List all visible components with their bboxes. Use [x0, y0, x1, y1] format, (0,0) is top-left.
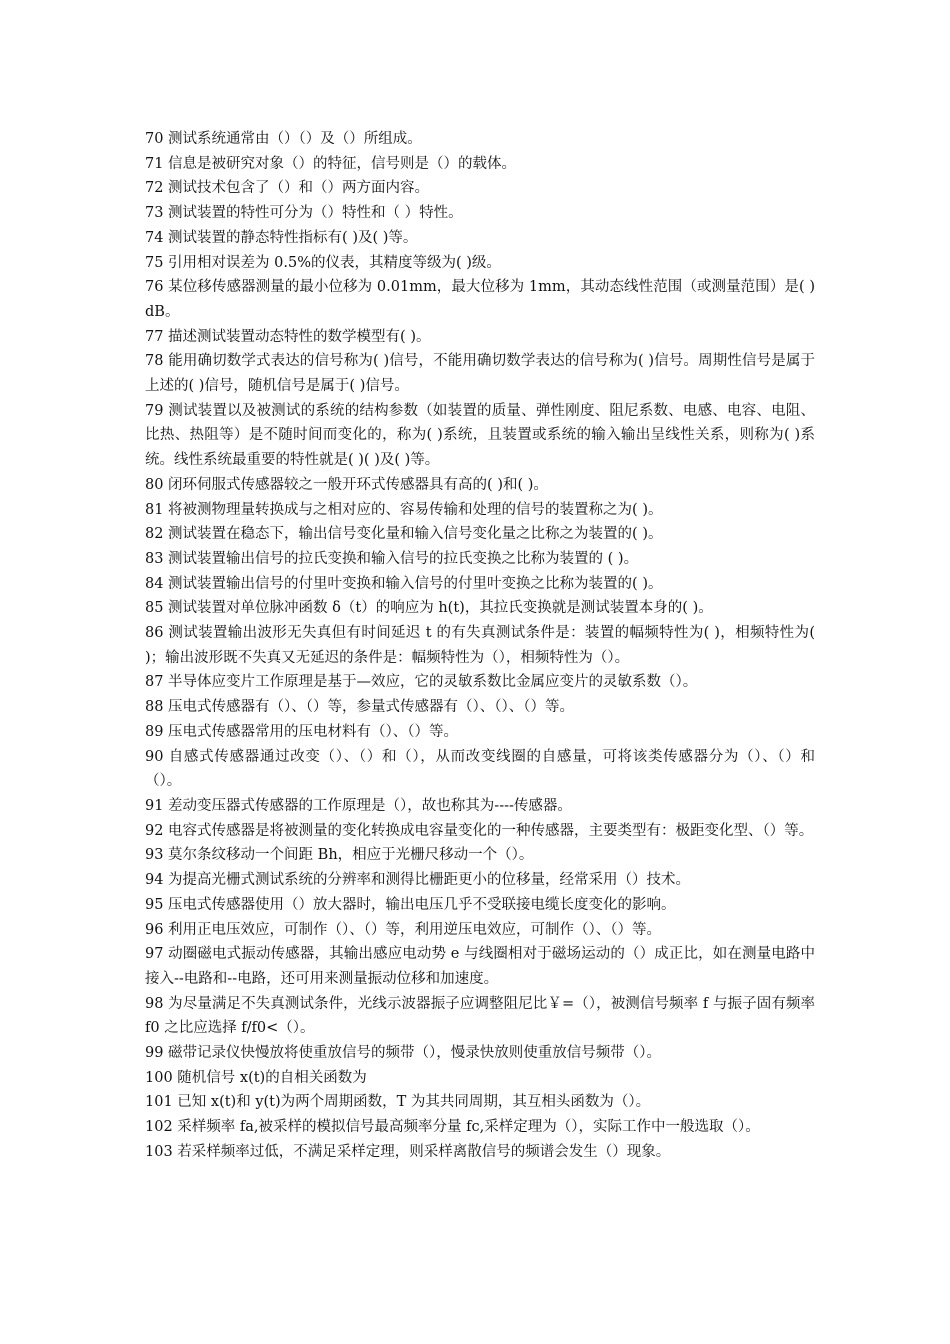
question-item: 97 动圈磁电式振动传感器，其输出感应电动势 e 与线圈相对于磁场运动的（）成正比，如在测量电路中接入--电路和--电路，还可用来测量振动位移和加速度。: [145, 946, 815, 987]
question-item: 90 自感式传感器通过改变（）、（）和（），从而改变线圈的自感量，可将该类传感器分为（）、（）和（）。: [145, 748, 815, 790]
question-item: 86 测试装置输出波形无失真但有时间延迟 t 的有失真测试条件是：装置的幅频特性为( )，相频特性为( )；输出波形既不失真又无延迟的条件是：幅频特性为（），相频特性为（）。: [145, 625, 815, 666]
question-item: 78 能用确切数学式表达的信号称为( )信号，不能用确切数学表达的信号称为( )信号。周期性信号是属于上述的( )信号，随机信号是属于( )信号。: [145, 353, 815, 395]
question-item: 83 测试装置输出信号的拉氏变换和输入信号的拉氏变换之比称为装置的 ( )。: [145, 550, 639, 567]
question-item: 99 磁带记录仪快慢放将使重放信号的频带（），慢录快放则使重放信号频带（）。: [145, 1045, 662, 1062]
question-item: 84 测试装置输出信号的付里叶变换和输入信号的付里叶变换之比称为装置的( )。: [145, 575, 663, 592]
question-item: 75 引用相对误差为 0.5%的仪表，其精度等级为( )级。: [145, 254, 501, 271]
question-item: 92 电容式传感器是将被测量的变化转换成电容量变化的一种传感器，主要类型有：极距变化型、（）等。: [145, 822, 814, 839]
question-item: 89 压电式传感器常用的压电材料有（）、（）等。: [145, 723, 459, 740]
question-item: 74 测试装置的静态特性指标有( )及( )等。: [145, 229, 418, 246]
question-item: 87 半导体应变片工作原理是基于—效应，它的灵敏系数比金属应变片的灵敏系数（）。: [145, 674, 698, 691]
question-item: 70 测试系统通常由（）（）及（）所组成。: [145, 131, 422, 147]
question-item: 71 信息是被研究对象（）的特征，信号则是（）的载体。: [145, 155, 517, 172]
question-item: 79 测试装置以及被测试的系统的结构参数（如装置的质量、弹性刚度、阻尼系数、电感、电容、电阻、比热、热阻等）是不随时间而变化的，称为( )系统，且装置或系统的输入输出呈线性关系，则称为( )系统。线性系统最重要的特性就是( )( )及( )等。: [145, 402, 815, 469]
question-item: 101 已知 x(t)和 y(t)为两个周期函数，T 为其共同周期，其互相头函数为（）。: [145, 1094, 651, 1111]
document-body: [145, 127, 815, 1165]
question-item: 81 将被测物理量转换成与之相对应的、容易传输和处理的信号的装置称之为( )。: [145, 501, 663, 518]
question-item: 100 随机信号 x(t)的自相关函数为: [145, 1069, 367, 1086]
question-item: 85 测试装置对单位脉冲函数 δ（t）的响应为 h(t)，其拉氏变换就是测试装置本身的( )。: [145, 600, 713, 617]
question-item: 94 为提高光栅式测试系统的分辨率和测得比栅距更小的位移量，经常采用（）技术。: [145, 872, 691, 889]
question-item: 77 描述测试装置动态特性的数学模型有( )。: [145, 328, 431, 345]
question-item: 95 压电式传感器使用（）放大器时，输出电压几乎不受联接电缆长度变化的影响。: [145, 896, 676, 913]
question-item: 72 测试技术包含了（）和（）两方面内容。: [145, 180, 430, 197]
question-item: 103 若采样频率过低，不满足采样定理，则采样离散信号的频谱会发生（）现象。: [145, 1143, 671, 1160]
question-item: 82 测试装置在稳态下，输出信号变化量和输入信号变化量之比称之为装置的( )。: [145, 526, 663, 543]
question-item: 76 某位移传感器测量的最小位移为 0.01mm，最大位移为 1mm，其动态线性范围（或测量范围）是( )dB。: [145, 279, 815, 320]
question-item: 98 为尽量满足不失真测试条件，光线示波器振子应调整阻尼比￥=（），被测信号频率 f 与振子固有频率 f0 之比应选择 f/f0<（）。: [145, 995, 815, 1037]
question-item: 73 测试装置的特性可分为（）特性和（ ）特性。: [145, 205, 463, 222]
question-item: 102 采样频率 fa,被采样的模拟信号最高频率分量 fc,采样定理为（），实际工作中一般选取（）。: [145, 1119, 760, 1136]
question-item: 96 利用正电压效应，可制作（）、（）等，利用逆压电效应，可制作（）、（）等。: [145, 921, 662, 938]
question-item: 88 压电式传感器有（）、（）等，参量式传感器有（）、（）、（）等。: [145, 699, 575, 716]
question-item: 80 闭环伺服式传感器较之一般开环式传感器具有高的( )和( )。: [145, 476, 548, 493]
question-item: 93 莫尔条纹移动一个间距 Bh，相应于光栅尺移动一个（）。: [145, 847, 534, 864]
question-item: 91 差动变压器式传感器的工作原理是（），故也称其为----传感器。: [145, 797, 572, 814]
